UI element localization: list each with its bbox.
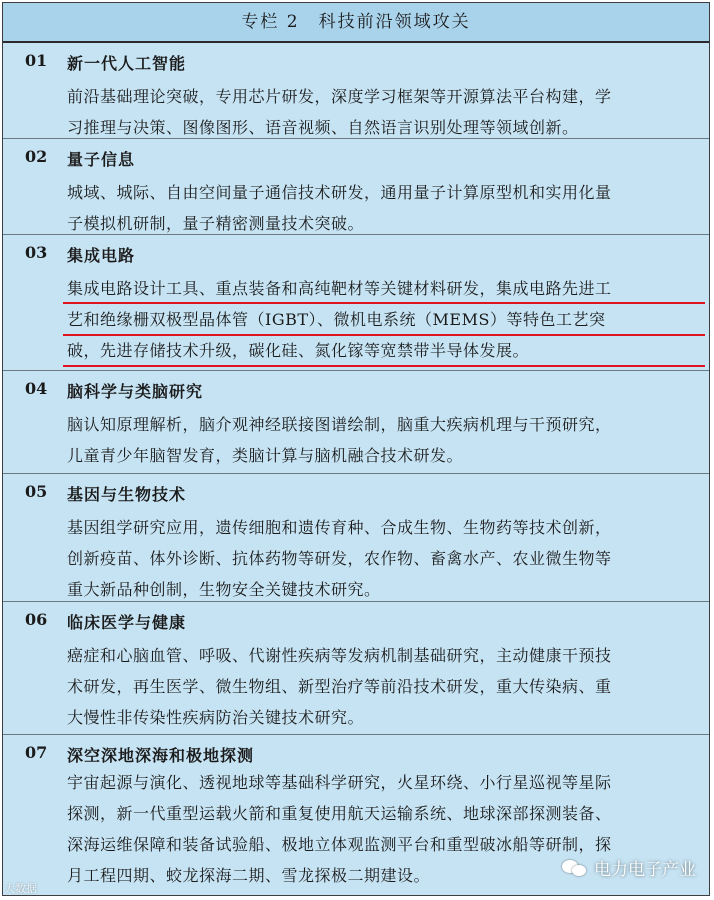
section-quantum — [3, 139, 709, 235]
body-line: 探测，新一代重型运载火箭和重复使用航天运输系统、地球深部探测装备、 — [67, 804, 612, 823]
section-title: 量子信息 — [67, 150, 136, 169]
body-line: 子模拟机研制，量子精密测量技术突破。 — [67, 214, 365, 233]
section-biotech — [3, 474, 709, 602]
section-brain — [3, 371, 709, 474]
section-medicine — [3, 602, 709, 735]
body-line: 集成电路设计工具、重点装备和高纯靶材等关键材料研发，集成电路先进工 — [67, 279, 612, 298]
highlight-underline — [63, 365, 705, 367]
body-line: 大慢性非传染性疾病防治关键技术研究。 — [67, 708, 365, 727]
highlight-underline — [63, 334, 705, 336]
section-ic — [3, 235, 709, 371]
body-line: 深海运维保障和装备试验船、极地立体观监测平台和重型破冰船等研制，探 — [67, 835, 612, 854]
body-line: 习推理与决策、图像图形、语音视频、自然语言识别处理等领域创新。 — [67, 118, 579, 137]
section-number: 02 — [25, 147, 48, 166]
body-line: 创新疫苗、体外诊断、抗体药物等研发，农作物、畜禽水产、农业微生物等 — [67, 549, 612, 568]
body-line: 前沿基础理论突破，专用芯片研发，深度学习框架等开源算法平台构建，学 — [67, 87, 612, 106]
section-number: 07 — [25, 743, 48, 762]
wechat-watermark — [562, 855, 696, 880]
section-title: 临床医学与健康 — [67, 613, 187, 632]
section-title: 基因与生物技术 — [67, 485, 187, 504]
body-line: 儿童青少年脑智发育，类脑计算与脑机融合技术研发。 — [67, 446, 464, 465]
column-panel — [2, 2, 710, 896]
section-body — [67, 409, 697, 471]
body-line: 城域、城际、自由空间量子通信技术研发，通用量子计算原型机和实用化量 — [67, 183, 612, 202]
body-line: 月工程四期、蛟龙探海二期、雪龙探极二期建设。 — [67, 866, 431, 885]
body-line: 艺和绝缘栅双极型晶体管（IGBT）、微机电系统（MEMS）等特色工艺突 — [67, 310, 606, 329]
highlight-underline — [63, 302, 705, 304]
body-line: 脑认知原理解析，脑介观神经联接图谱绘制，脑重大疾病机理与干预研究， — [67, 415, 612, 434]
body-line: 癌症和心脑血管、呼吸、代谢性疾病等发病机制基础研究，主动健康干预技 — [67, 646, 612, 665]
section-number: 06 — [25, 610, 48, 629]
wechat-icon — [562, 858, 588, 878]
section-number: 04 — [25, 379, 48, 398]
section-body — [67, 273, 697, 366]
body-line: 基因组学研究应用，遗传细胞和遗传育种、合成生物、生物药等技术创新， — [67, 518, 612, 537]
section-title: 脑科学与类脑研究 — [67, 382, 204, 401]
section-number: 01 — [25, 51, 48, 70]
section-title: 集成电路 — [67, 246, 136, 265]
body-line: 重大新品种创制，生物安全关键技术研究。 — [67, 580, 381, 599]
source-watermark: 大数据 — [4, 882, 37, 895]
section-number: 03 — [25, 243, 48, 262]
body-line: 破，先进存储技术升级，碳化硅、氮化镓等宽禁带半导体发展。 — [67, 341, 530, 360]
section-title: 新一代人工智能 — [67, 54, 187, 73]
body-line: 宇宙起源与演化、透视地球等基础科学研究，火星环绕、小行星巡视等星际 — [67, 773, 612, 792]
section-number: 05 — [25, 482, 48, 501]
section-body — [67, 81, 697, 143]
section-title: 深空深地深海和极地探测 — [67, 746, 255, 765]
section-body — [67, 177, 697, 239]
watermark-text: 电力电子产业 — [594, 860, 696, 880]
panel-title: 专栏 2 科技前沿领域攻关 — [3, 3, 709, 43]
section-body — [67, 640, 697, 733]
section-body — [67, 512, 697, 605]
body-line: 术研发，再生医学、微生物组、新型治疗等前沿技术研发，重大传染病、重 — [67, 677, 612, 696]
section-ai — [3, 43, 709, 139]
